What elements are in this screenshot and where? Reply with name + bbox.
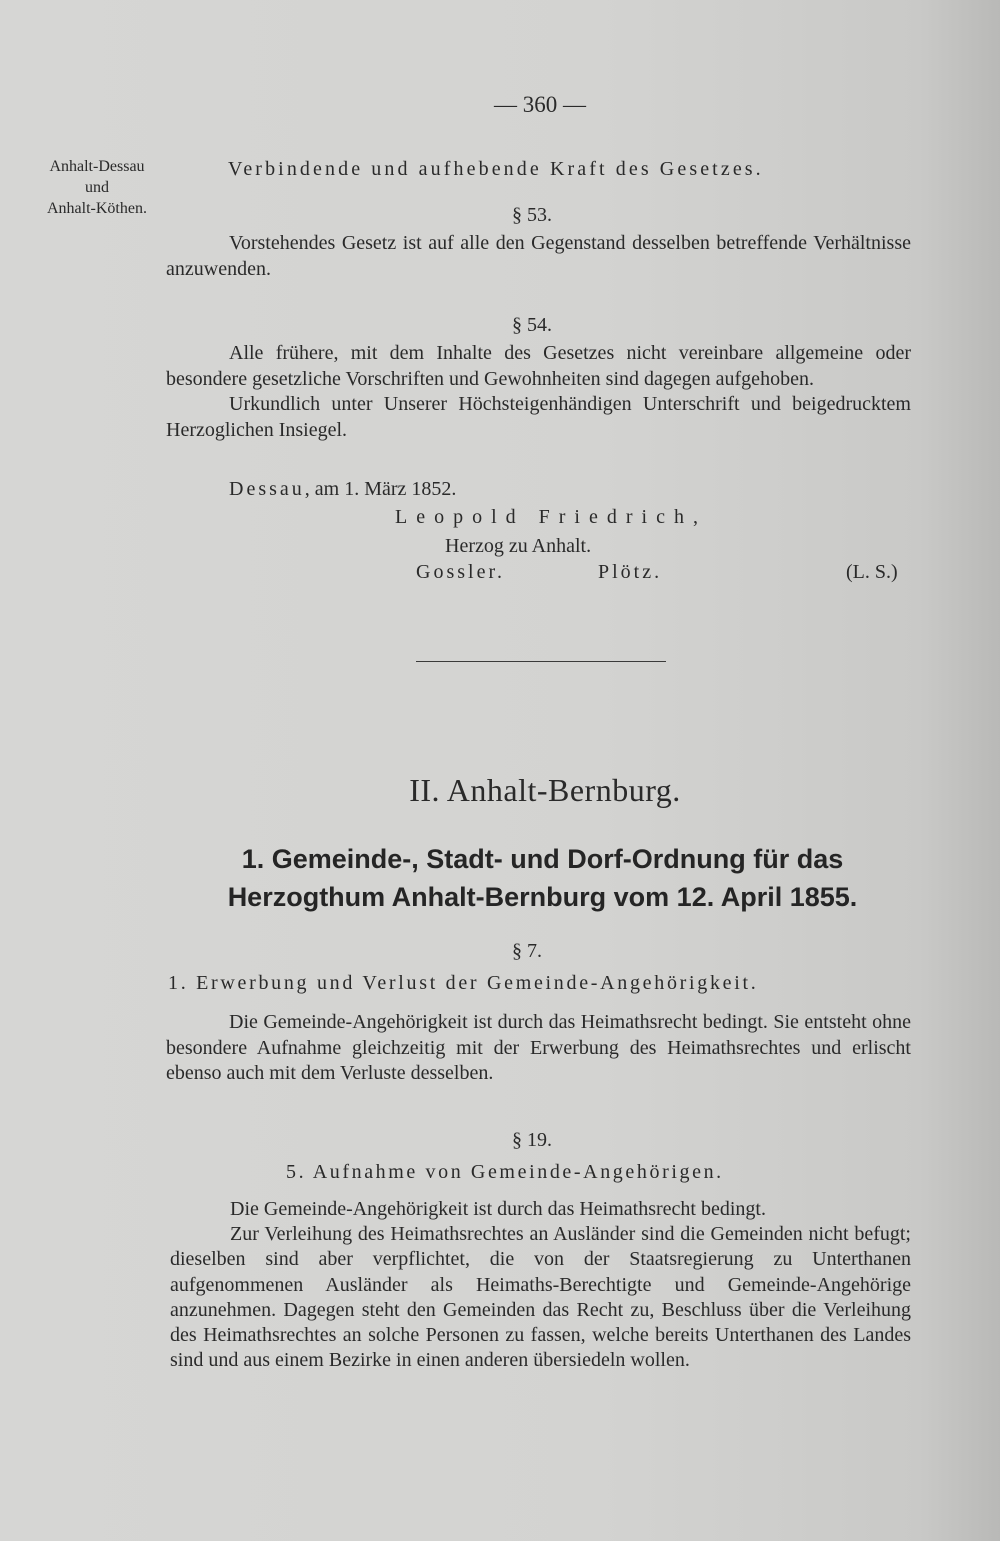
cosigner: Gossler. — [416, 561, 505, 583]
law-title-line: 1. Gemeinde-, Stadt- und Dorf-Ordnung für das — [241, 844, 844, 874]
margin-note-line: Anhalt-Köthen. — [47, 200, 147, 217]
place-date — [229, 478, 456, 501]
section-heading: 1. Erwerbung und Verlust der Gemeinde-Angehörigkeit. — [168, 972, 759, 994]
paragraph-7 — [166, 1010, 911, 1087]
paragraph-mark: § 7. — [512, 940, 542, 962]
paragraph-text: Die Gemeinde-Angehörigkeit ist durch das Heimathsrecht bedingt. — [230, 1198, 766, 1220]
paragraph-mark: § 19. — [512, 1129, 552, 1151]
margin-note — [22, 156, 172, 219]
law-title — [170, 840, 915, 916]
paragraph-mark: § 54. — [512, 314, 552, 336]
signer-title: Herzog zu Anhalt. — [445, 535, 592, 557]
paragraph-19 — [170, 1197, 911, 1373]
signer-name: Leopold Friedrich, — [395, 506, 707, 528]
part-title: II. Anhalt-Bernburg. — [409, 772, 681, 808]
margin-note-line: Anhalt-Dessau — [49, 158, 145, 175]
paragraph-text: Die Gemeinde-Angehörigkeit ist durch das Heimathsrecht bedingt. Sie entsteht ohne besondere Aufnahme gleichzeitig mit der Erwerbung des Heimathsrechtes und erlischt ebenso auch mit dem Verluste desselben. — [166, 1011, 911, 1085]
paragraph-text: Zur Verleihung des Heimathsrechtes an Ausländer sind die Gemeinden nicht befugt; dieselben sind aber verpflichtet, die von der Staatsregierung zu Unterthanen aufgenommenen Ausländer als Heimaths-Berechtigte und Gemeinde-Angehörige anzunehmen. Dagegen steht den Gemeinden das Recht zu, Beschluss über die Verleihung des Heimathsrechtes an solche Personen zu fassen, welche bereits Unterthanen des Landes sind und aus einem Bezirke in einen anderen übersiedeln wollen. — [170, 1223, 911, 1372]
margin-note-line: und — [85, 179, 109, 196]
section-heading: 5. Aufnahme von Gemeinde-Angehörigen. — [286, 1161, 724, 1183]
section-heading: Verbindende und aufhebende Kraft des Gesetzes. — [228, 158, 764, 180]
paragraph-text: Vorstehendes Gesetz ist auf alle den Gegenstand desselben betreffende Verhältnisse anzuwenden. — [166, 232, 911, 280]
cosigner: Plötz. — [598, 561, 663, 583]
seal-mark: (L. S.) — [846, 561, 898, 583]
law-title-line: Herzogthum Anhalt-Bernburg vom 12. April 1855. — [227, 882, 858, 912]
section-divider — [416, 661, 666, 662]
paragraph-53 — [166, 231, 911, 282]
paragraph-54 — [166, 341, 911, 443]
page-number: — 360 — — [494, 92, 586, 117]
paragraph-text: Alle frühere, mit dem Inhalte des Gesetzes nicht vereinbare allgemeine oder besondere gesetzliche Vorschriften und Gewohnheiten sind dagegen aufgehoben. — [166, 342, 911, 390]
date-text: , am 1. März 1852. — [304, 478, 457, 500]
paragraph-text: Urkundlich unter Unserer Höchsteigenhändigen Unterschrift und beigedrucktem Herzoglichen Insiegel. — [166, 393, 911, 441]
place-name: Dessau — [229, 478, 305, 500]
paragraph-mark: § 53. — [512, 204, 552, 226]
